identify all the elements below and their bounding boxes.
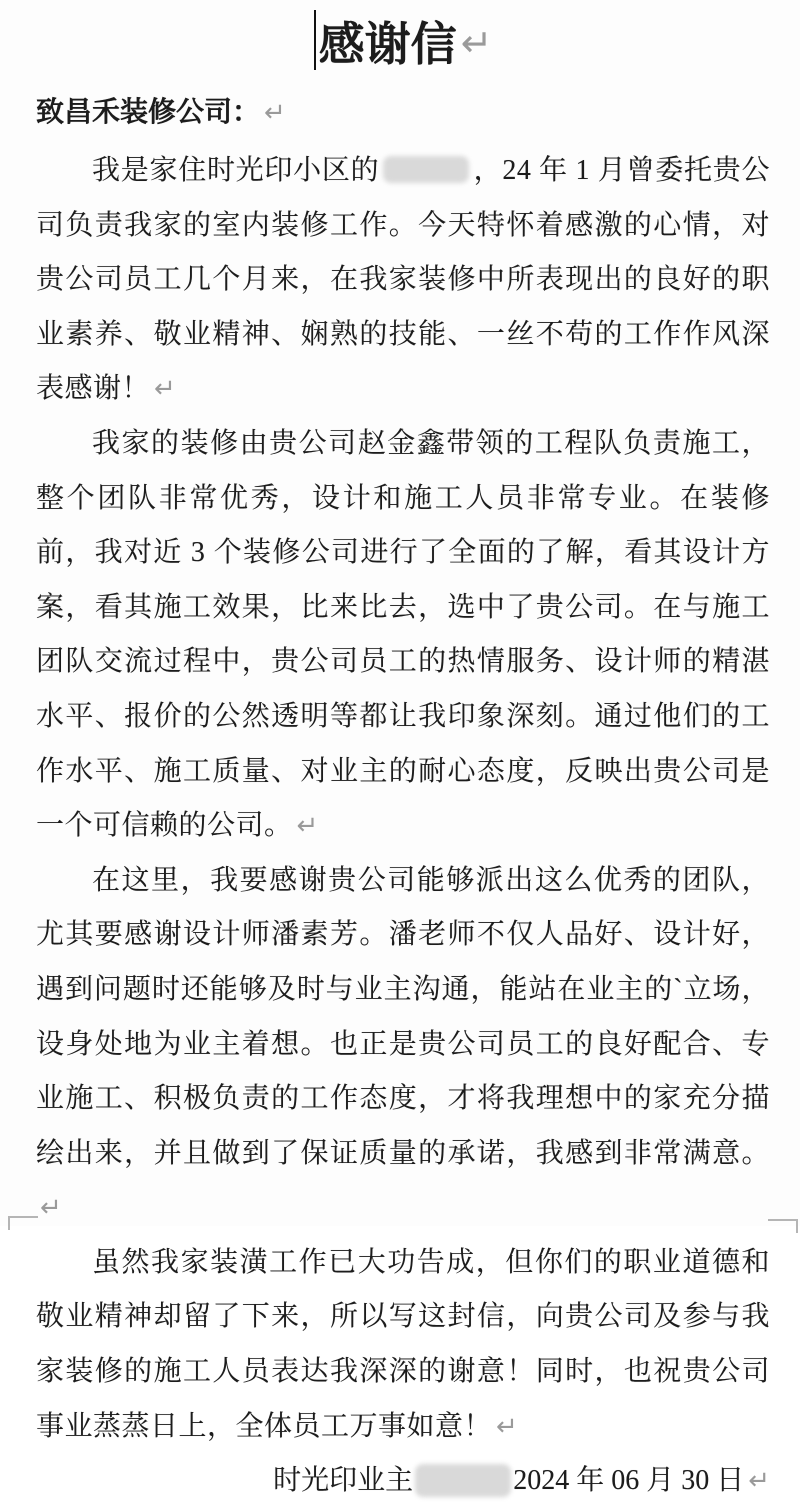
page-title: 感谢信 xyxy=(318,19,457,70)
paragraph-mark-icon: ↵ xyxy=(154,374,177,405)
text-cursor[interactable] xyxy=(314,10,316,70)
redacted-signature-name xyxy=(415,1464,511,1497)
paragraph-1 xyxy=(36,144,770,417)
signature-line xyxy=(36,1454,770,1509)
paragraph-text: 我是家住时光印小区的 xyxy=(92,155,380,186)
text-boundary-corner-mark xyxy=(768,1219,798,1233)
salutation-text: 致昌禾装修公司： xyxy=(36,97,261,128)
paragraph-mark-icon: ↵ xyxy=(748,1466,770,1497)
paragraph-text: ，24 年 1 月曾委托贵公司负责我家的室内装修工作。今天特怀着感激的心情，对贵公司员工几个月来，在我家装修中所表现出的良好的职业素养、敬业精神、娴熟的技能、一丝不苟的工作作风深表感谢！ xyxy=(36,155,770,405)
paragraph-4 xyxy=(36,1236,770,1454)
paragraph-text: 在这里，我要感谢贵公司能够派出这么优秀的团队，尤其要感谢设计师潘素芳。潘老师不仅人品好、设计好，遇到问题时还能够及时与业主沟通，能站在业主的`立场，设身处地为业主着想。也正是贵公司员工的良好配合、专业施工、积极负责的工作态度，才将我理想中的家充分描绘出来，并且做到了保证质量的承诺，我感到非常满意。 xyxy=(36,864,770,1169)
paragraph-mark-icon: ↵ xyxy=(296,811,319,842)
paragraph-text: 我家的装修由贵公司赵金鑫带领的工程队负责施工，整个团队非常优秀，设计和施工人员非常专业。在装修前，我对近 3 个装修公司进行了全面的了解，看其设计方案，看其施工效果，比来比去，选中了贵公司。在与施工团队交流过程中，贵公司员工的热情服务、设计师的精湛水平、报价的公然透明等都让我印象深刻。通过他们的工作水平、施工质量、对业主的耐心态度，反映出贵公司是一个可信赖的公司。 xyxy=(36,427,770,842)
paragraph-mark-icon: ↵ xyxy=(264,98,286,128)
signature-prefix: 时光印业主 xyxy=(273,1465,414,1497)
paragraph-3 xyxy=(36,854,770,1236)
paragraph-text: 虽然我家装潢工作已大功告成，但你们的职业道德和敬业精神却留了下来，所以写这封信，向贵公司及参与我家装修的施工人员表达我深深的谢意！同时，也祝贵公司事业蒸蒸日上，全体员工万事如意！ xyxy=(36,1246,770,1442)
paragraph-mark-icon: ↵ xyxy=(460,21,493,65)
redacted-owner-name xyxy=(383,156,469,183)
salutation-line xyxy=(36,88,770,144)
title-line xyxy=(36,4,770,86)
text-boundary-corner-mark xyxy=(8,1216,38,1230)
signature-date: 2024 年 06 月 30 日 xyxy=(513,1465,745,1497)
paragraph-mark-icon: ↵ xyxy=(496,1411,519,1442)
paragraph-mark-icon: ↵ xyxy=(40,1193,63,1224)
paragraph-2 xyxy=(36,417,770,854)
